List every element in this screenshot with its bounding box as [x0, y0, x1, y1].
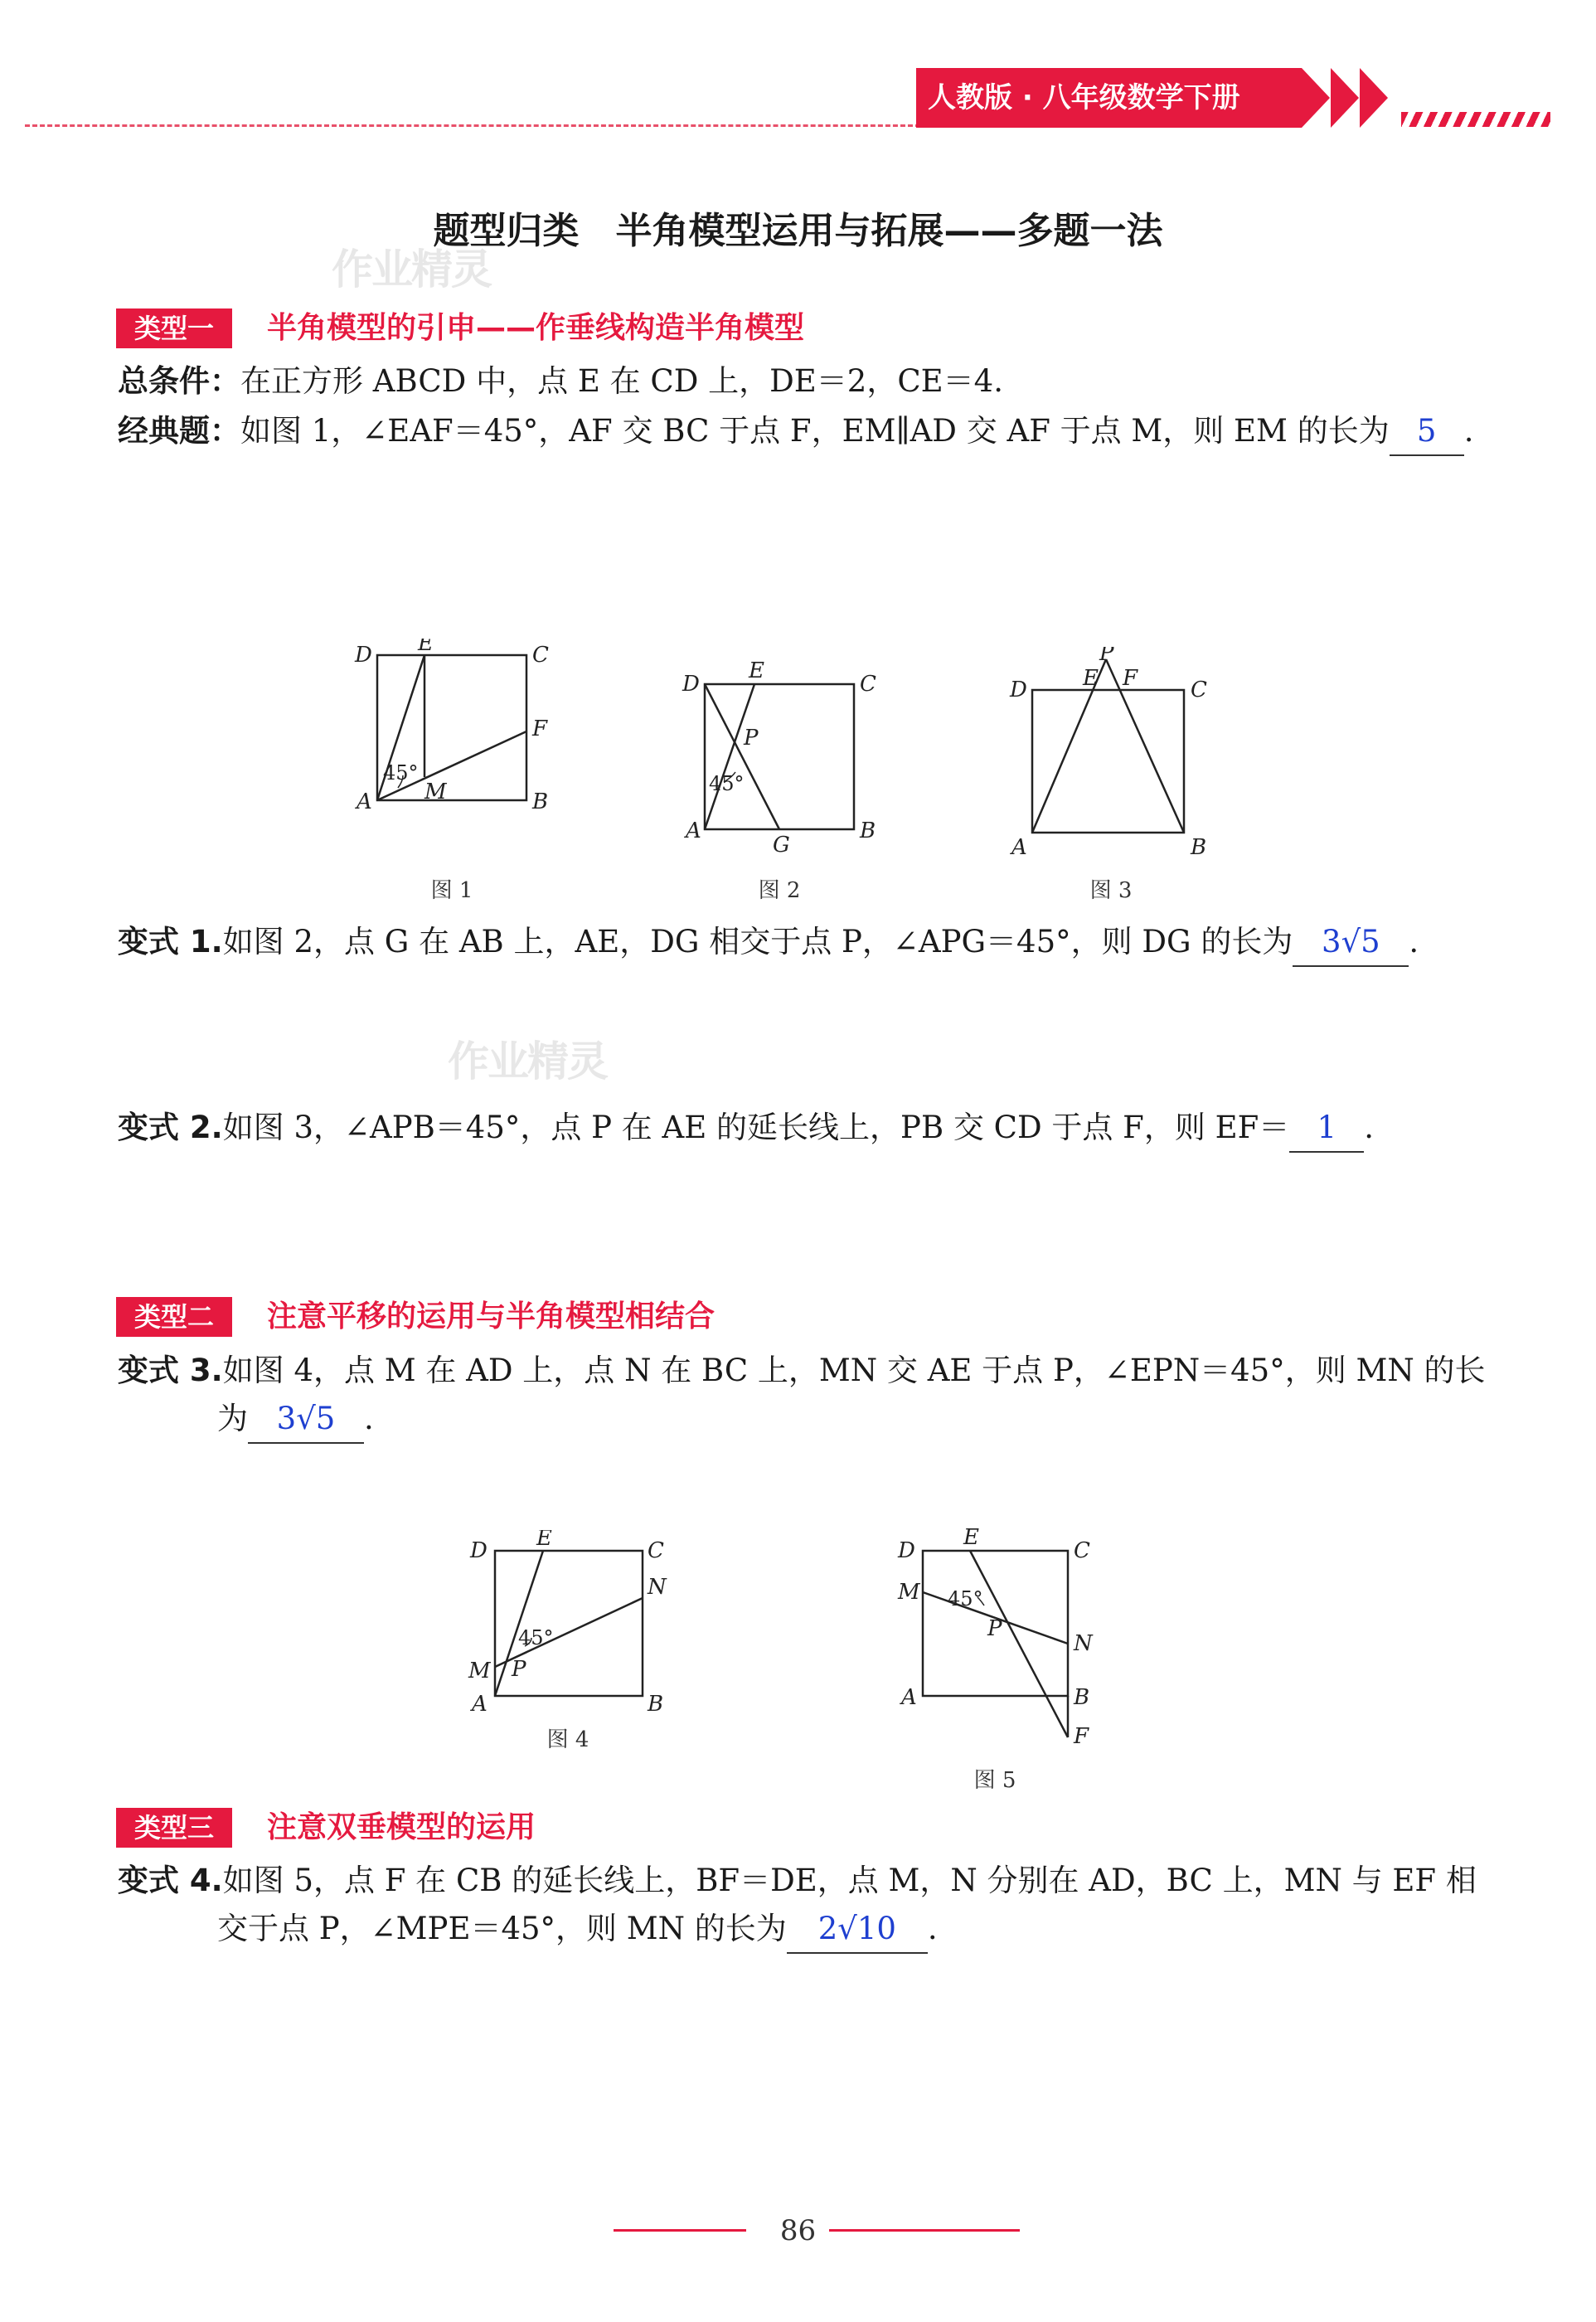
label-c: C	[860, 672, 876, 697]
label-f: F	[532, 717, 548, 741]
label-d: D	[898, 1538, 915, 1563]
label-n: N	[648, 1575, 667, 1600]
label-f: F	[1074, 1724, 1089, 1749]
figure-2	[676, 659, 891, 862]
header-stripes	[1401, 112, 1550, 127]
figure-3	[1003, 647, 1227, 866]
page-title: 题型归类 半角模型运用与拓展——多题一法	[433, 210, 1163, 252]
label-e: E	[418, 639, 434, 656]
variant-text: 交于点 P，∠MPE＝45°，则 MN 的长为	[217, 1911, 787, 1946]
label-b: B	[860, 819, 876, 843]
answer-blank: 2√10	[787, 1912, 928, 1954]
label-c: C	[1191, 678, 1207, 702]
variant-label: 变式 2.	[118, 1110, 223, 1145]
label-m: M	[898, 1580, 920, 1605]
figure-caption: 图 2	[758, 878, 801, 903]
label-e: E	[749, 659, 764, 683]
figure-caption: 图 5	[973, 1768, 1016, 1793]
label-d: D	[355, 643, 372, 668]
label-g: G	[773, 833, 790, 857]
variant-text: 如图 3，∠APB＝45°，点 P 在 AE 的延长线上，PB 交 CD 于点 F，则 EF＝	[222, 1110, 1290, 1145]
variant-2	[118, 1105, 1374, 1153]
section-badge: 类型一	[116, 308, 232, 348]
variant-text: 为	[217, 1401, 248, 1436]
section-title: 注意双垂模型的运用	[267, 1810, 536, 1844]
figure-1	[348, 639, 564, 824]
answer-blank: 1	[1289, 1111, 1364, 1153]
label-b: B	[1191, 835, 1207, 860]
header-banner: 人教版 · 八年级数学下册	[916, 68, 1302, 128]
label-d: D	[470, 1538, 488, 1563]
answer-blank: 3√5	[1293, 925, 1409, 967]
label-p: P	[987, 1616, 1002, 1641]
label-p: P	[1099, 647, 1114, 666]
watermark-logo: 作业精灵	[448, 1037, 607, 1086]
general-label: 总条件：	[118, 363, 240, 399]
label-d: D	[682, 672, 700, 697]
answer-blank: 3√5	[248, 1402, 364, 1444]
header-dashed-line	[25, 124, 920, 127]
variant-label: 变式 3.	[118, 1353, 223, 1388]
section-badge: 类型三	[116, 1808, 232, 1848]
period: .	[1364, 1110, 1375, 1145]
label-m: M	[424, 780, 447, 804]
period: .	[927, 1911, 938, 1946]
chevron-icon	[1302, 68, 1330, 128]
figure-caption: 图 3	[1089, 878, 1133, 903]
general-condition	[118, 358, 1003, 405]
variant-1	[118, 919, 1419, 967]
angle-label: 45°	[709, 772, 745, 795]
classic-label: 经典题：	[118, 413, 240, 449]
classic-problem	[118, 408, 1473, 456]
page-number: 86	[779, 2214, 817, 2247]
section-title: 半角模型的引申——作垂线构造半角模型	[267, 311, 805, 345]
variant-label: 变式 1.	[118, 924, 223, 959]
variant-3	[118, 1348, 1486, 1394]
period: .	[1463, 413, 1474, 449]
chevron-icon	[1331, 68, 1359, 128]
angle-label: 45°	[948, 1587, 983, 1610]
label-d: D	[1010, 678, 1027, 702]
watermark-logo: 作业精灵	[332, 245, 491, 294]
label-a: A	[686, 819, 701, 843]
label-p: P	[512, 1657, 526, 1682]
label-c: C	[648, 1538, 664, 1563]
answer-blank: 5	[1390, 415, 1464, 456]
period: .	[1409, 924, 1419, 959]
label-a: A	[1011, 835, 1027, 860]
section-badge: 类型二	[116, 1297, 232, 1337]
angle-label: 45°	[518, 1626, 554, 1649]
variant-3-cont	[217, 1396, 374, 1444]
label-b: B	[1074, 1685, 1090, 1710]
figure-4	[460, 1530, 692, 1732]
variant-text: 如图 2，点 G 在 AB 上，AE，DG 相交于点 P，∠APG＝45°，则 DG 的长为	[222, 924, 1293, 959]
label-f: F	[1123, 666, 1138, 691]
chevron-icon	[1360, 68, 1388, 128]
variant-4-cont	[217, 1906, 938, 1954]
figure-5	[891, 1526, 1115, 1753]
label-e: E	[963, 1526, 979, 1550]
label-p: P	[744, 726, 759, 751]
label-a: A	[357, 789, 372, 814]
label-m: M	[468, 1659, 491, 1683]
figure-caption: 图 4	[546, 1727, 589, 1752]
section-title: 注意平移的运用与半角模型相结合	[267, 1299, 716, 1333]
label-b: B	[532, 789, 549, 814]
label-a: A	[472, 1692, 488, 1717]
variant-label: 变式 4.	[118, 1863, 223, 1898]
label-e: E	[1083, 666, 1099, 691]
variant-text: 如图 5，点 F 在 CB 的延长线上，BF＝DE，点 M，N 分别在 AD，BC 上，MN 与 EF 相	[222, 1863, 1477, 1898]
figure-caption: 图 1	[430, 878, 473, 903]
angle-label: 45°	[383, 761, 419, 785]
classic-text: 如图 1，∠EAF＝45°，AF 交 BC 于点 F，EM∥AD 交 AF 于点 M，则 EM 的长为	[240, 413, 1390, 449]
general-text: 在正方形 ABCD 中，点 E 在 CD 上，DE＝2，CE＝4.	[240, 363, 1003, 399]
variant-4	[118, 1858, 1477, 1904]
label-e: E	[536, 1530, 552, 1551]
label-n: N	[1074, 1631, 1093, 1656]
label-c: C	[1074, 1538, 1090, 1563]
period: .	[364, 1401, 374, 1436]
variant-text: 如图 4，点 M 在 AD 上，点 N 在 BC 上，MN 交 AE 于点 P，∠EPN＝45°，则 MN 的长	[222, 1353, 1486, 1388]
label-c: C	[532, 643, 549, 668]
label-b: B	[648, 1692, 664, 1717]
label-a: A	[901, 1685, 917, 1710]
